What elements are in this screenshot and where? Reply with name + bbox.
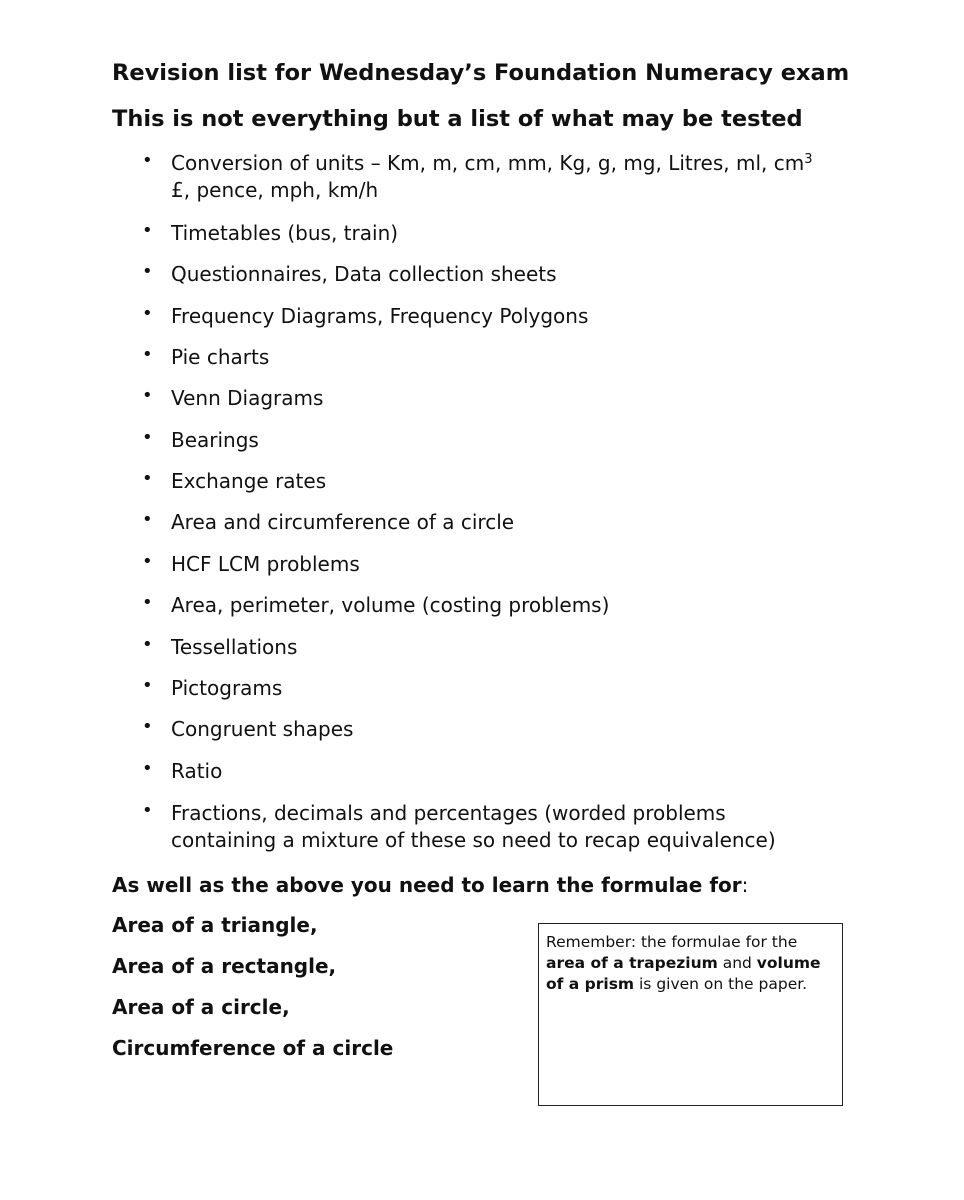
list-item-text: Pie charts [171,345,270,369]
formula-item: Area of a circle, [112,995,290,1019]
list-item [142,509,861,536]
bullet-icon: • [142,220,153,241]
bullet-icon: • [142,592,153,613]
list-item-text: Venn Diagrams [171,386,324,410]
bullet-icon: • [142,800,153,821]
list-item [142,150,861,204]
list-item [142,675,861,702]
formulae-intro-colon: : [741,873,749,897]
list-item-text: Ratio [171,759,223,783]
page-subtitle: This is not everything but a list of what may be tested [112,106,803,132]
list-item [142,592,861,619]
bullet-icon: • [142,758,153,779]
list-item [142,344,861,371]
page-title: Revision list for Wednesday’s Foundation Numeracy exam [112,60,850,86]
bullet-icon: • [142,675,153,696]
list-item [142,427,861,454]
list-item-text-line2: £, pence, mph, km/h [171,178,379,202]
bullet-icon: • [142,551,153,572]
list-item [142,716,861,743]
list-item-text: Fractions, decimals and percentages (worded problems [171,801,726,825]
reminder-bold-trapezium: area of a trapezium [546,954,718,972]
bullet-icon: • [142,303,153,324]
reminder-text: is given on the paper. [634,975,808,993]
bullet-icon: • [142,468,153,489]
formula-item: Area of a rectangle, [112,954,337,978]
list-item-text: HCF LCM problems [171,552,360,576]
bullet-icon: • [142,509,153,530]
list-item-text: Exchange rates [171,469,327,493]
bullet-icon: • [142,261,153,282]
list-item-text: Pictograms [171,676,283,700]
list-item-text: Congruent shapes [171,717,354,741]
list-item-text-line2: containing a mixture of these so need to recap equivalence) [171,828,776,852]
reminder-bold-prism: volume of a prism [546,954,821,993]
list-item-text: Timetables (bus, train) [171,221,399,245]
reminder-box [538,923,843,1106]
bullet-icon: • [142,716,153,737]
list-item [142,385,861,412]
list-item-text: Area, perimeter, volume (costing problems) [171,593,610,617]
bullet-icon: • [142,150,153,171]
superscript: 3 [804,152,813,167]
formula-item: Circumference of a circle [112,1036,394,1060]
list-item [142,758,861,785]
bullet-icon: • [142,344,153,365]
bullet-icon: • [142,385,153,406]
list-item [142,261,861,288]
list-item [142,303,861,330]
reminder-text: Remember: the formulae for the [546,933,798,951]
formulae-intro [112,872,748,899]
bullet-icon: • [142,634,153,655]
list-item-text: Bearings [171,428,259,452]
list-item [142,220,861,247]
list-item-text: Area and circumference of a circle [171,510,515,534]
list-item-text: Questionnaires, Data collection sheets [171,262,557,286]
list-item [142,468,861,495]
list-item-text: Conversion of units – Km, m, cm, mm, Kg, g, mg, Litres, ml, cm [171,151,805,175]
list-item [142,800,861,854]
formulae-intro-text: As well as the above you need to learn the formulae for [112,873,742,897]
list-item [142,634,861,661]
list-item [142,551,861,578]
list-item-text: Frequency Diagrams, Frequency Polygons [171,304,589,328]
reminder-text: and [717,954,757,972]
list-item-text: Tessellations [171,635,298,659]
bullet-icon: • [142,427,153,448]
formula-item: Area of a triangle, [112,913,318,937]
